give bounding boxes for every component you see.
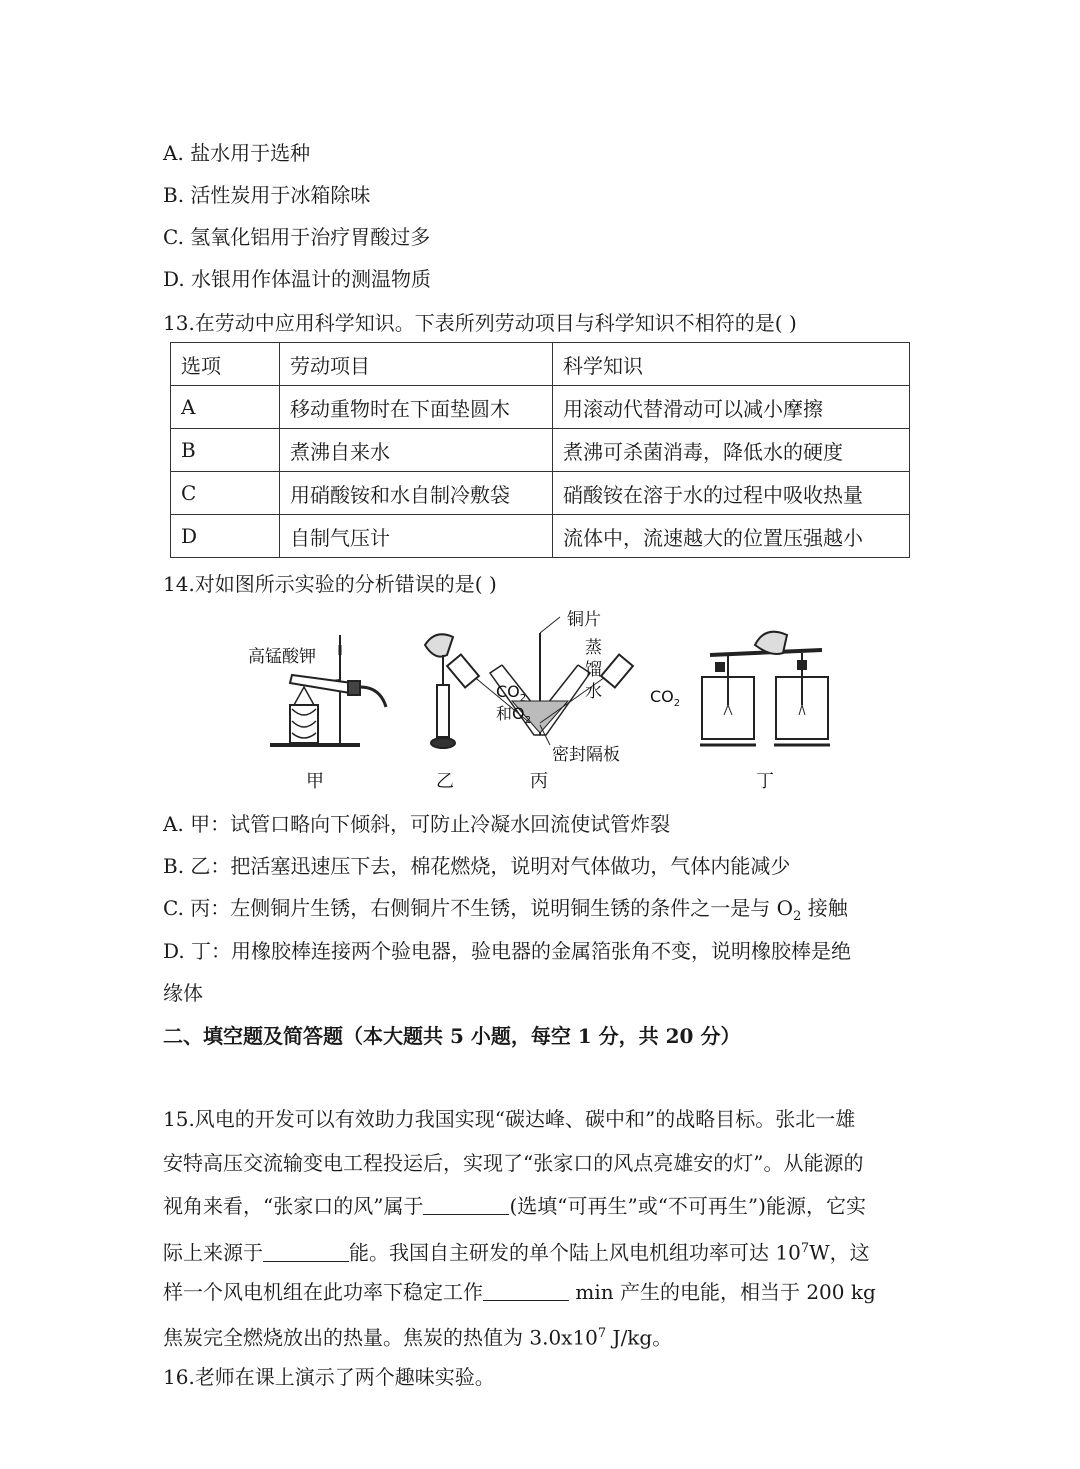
q15-line3-text-a: 视角来看，“张家口的风”属于 [163,1194,424,1218]
experiment-yi-apparatus [425,634,455,748]
experiment-bing-apparatus [447,617,633,745]
table-cell: B [171,429,280,472]
section2-title: 二、填空题及简答题（本大题共 5 小题，每空 1 分，共 20 分） [163,1024,741,1048]
label-copper: 铜片 [567,610,601,630]
q15-line6-sup: 7 [597,1326,607,1341]
q13-table [170,342,910,558]
q14-option-c-tail: 接触 [801,896,848,920]
table-cell: 煮沸可杀菌消毒，降低水的硬度 [553,429,910,472]
q15-line6 [163,1320,672,1352]
q12-option-c: C. 氢氧化铝用于治疗胃酸过多 [163,225,431,249]
experiment-ding-apparatus [700,632,830,745]
q15-line1: 15.风电的开发可以有效助力我国实现“碳达峰、碳中和”的战略目标。张北一雄 [163,1107,856,1131]
q13-stem: 13.在劳动中应用科学知识。下表所列劳动项目与科学知识不相符的是( ) [163,311,797,335]
label-left-gas-line1: $CO_2$ [496,682,527,704]
label-partition: 密封隔板 [552,745,620,765]
table-header-cell: 选项 [171,343,280,386]
label-water-2: 馏 [585,660,602,680]
table-header-cell: 科学知识 [553,343,910,386]
table-row [171,386,910,429]
q14-option-a: A. 甲：试管口略向下倾斜，可防止冷凝水回流使试管炸裂 [163,812,671,836]
table-cell: 硝酸铵在溶于水的过程中吸收热量 [553,472,910,515]
answer-blank-2 [263,1241,349,1262]
caption-yi: 乙 [436,771,454,792]
table-row [171,429,910,472]
table-cell: 煮沸自来水 [280,429,553,472]
q15-line4 [163,1235,870,1267]
caption-ding: 丁 [756,771,774,792]
table-cell: 用硝酸铵和水自制冷敷袋 [280,472,553,515]
q15-line5-text-b: min 产生的电能，相当于 200 kg [569,1280,876,1304]
q15-line4-text-a: 际上来源于 [163,1240,263,1265]
q15-line3 [163,1192,866,1220]
table-row [171,472,910,515]
q15-line6-text-a: 焦炭完全燃烧放出的热量。焦炭的热值为 3.0x10 [163,1325,598,1350]
q14-option-d-line1: D. 丁：用橡胶棒连接两个验电器，验电器的金属箔张角不变，说明橡胶棒是绝 [163,939,852,963]
table-cell: A [171,386,280,429]
label-kmno4: 高锰酸钾 [248,647,316,667]
answer-blank-1 [423,1194,509,1215]
q15-line6-text-b: J/kg。 [606,1325,673,1350]
table-row [171,515,910,558]
table-cell: 流体中，流速越大的位置压强越小 [553,515,910,558]
caption-bing: 丙 [530,771,548,792]
label-water-1: 蒸 [585,638,602,658]
table-header-row [171,343,910,386]
q14-option-c [163,894,848,931]
table-header-cell: 劳动项目 [280,343,553,386]
label-left-gas-line2: 和$O_2$ [496,704,531,726]
table-cell: C [171,472,280,515]
label-water-3: 水 [585,682,602,702]
q15-line2: 安特高压交流输变电工程投运后，实现了“张家口的风点亮雄安的灯”。从能源的 [163,1151,864,1175]
q15-line4-sup: 7 [800,1241,810,1256]
table-cell: 自制气压计 [280,515,553,558]
q14-experiment-figure [240,605,840,800]
q14-option-b: B. 乙：把活塞迅速压下去，棉花燃烧，说明对气体做功，气体内能减少 [163,854,791,878]
q12-option-b: B. 活性炭用于冰箱除味 [163,183,371,207]
table-cell: 移动重物时在下面垫圆木 [280,386,553,429]
q14-stem: 14.对如图所示实验的分析错误的是( ) [163,572,497,596]
q15-line3-text-b: (选填“可再生”或“不可再生”)能源，它实 [509,1194,866,1218]
q14-option-c-sub: 2 [793,909,802,924]
table-cell: D [171,515,280,558]
q15-line5 [163,1278,876,1306]
q12-option-d: D. 水银用作体温计的测温物质 [163,267,432,291]
answer-blank-3 [483,1280,569,1301]
label-right-gas: $CO_2$ [650,687,681,709]
q16-stem: 16.老师在课上演示了两个趣味实验。 [163,1365,495,1389]
q14-option-d-line2: 缘体 [163,981,203,1005]
q15-line4-text-b: 能。我国自主研发的单个陆上风电机组功率可达 10 [349,1240,801,1265]
q14-option-c-text: C. 丙：左侧铜片生锈，右侧铜片不生锈，说明铜生锈的条件之一是与 O [163,896,794,920]
table-cell: 用滚动代替滑动可以减小摩擦 [553,386,910,429]
q15-line4-text-c: W，这 [809,1240,870,1265]
q15-line5-text-a: 样一个风电机组在此功率下稳定工作 [163,1280,483,1304]
q12-option-a: A. 盐水用于选种 [163,141,311,165]
caption-jia: 甲 [306,771,324,792]
